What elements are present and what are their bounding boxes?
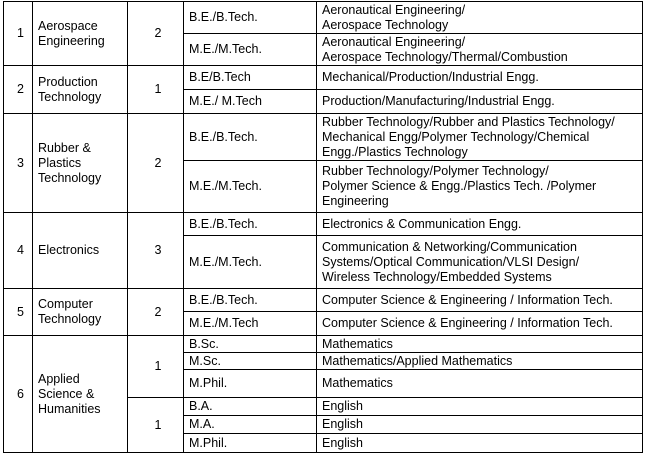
eligibility-cell: Mathematics — [317, 370, 643, 398]
degree-cell: B.Sc. — [184, 336, 317, 353]
eligibility-cell: Production/Manufacturing/Industrial Engg. — [317, 90, 643, 114]
degree-cell: B.A. — [184, 398, 317, 416]
qualification-table-wrapper — [3, 1, 643, 453]
department-name: Electronics — [33, 213, 128, 289]
degree-cell: M.E./M.Tech. — [184, 236, 317, 289]
eligibility-cell: Mechanical/Production/Industrial Engg. — [317, 66, 643, 90]
eligibility-cell: Computer Science & Engineering / Information Tech. — [317, 312, 643, 336]
table-row — [4, 213, 643, 236]
department-name: Aerospace Engineering — [33, 2, 128, 66]
serial-number: 4 — [4, 213, 33, 289]
eligibility-cell: Computer Science & Engineering / Information Tech. — [317, 289, 643, 312]
table-row — [4, 114, 643, 161]
seat-count: 2 — [128, 114, 184, 213]
eligibility-cell: Rubber Technology/Rubber and Plastics Technology/ Mechanical Engg/Polymer Technology/Chemical Engg./Plastics Technology — [317, 114, 643, 161]
eligibility-cell: Mathematics — [317, 336, 643, 353]
serial-number: 3 — [4, 114, 33, 213]
degree-cell: M.Phil. — [184, 370, 317, 398]
eligibility-cell: Rubber Technology/Polymer Technology/ Polymer Science & Engg./Plastics Tech. /Polymer Engineering — [317, 161, 643, 213]
degree-cell: M.E./M.Tech. — [184, 161, 317, 213]
eligibility-cell: Communication & Networking/Communication Systems/Optical Communication/VLSI Design/ Wireless Technology/Embedded Systems — [317, 236, 643, 289]
degree-cell: M.E./M.Tech. — [184, 34, 317, 66]
eligibility-cell: English — [317, 416, 643, 434]
department-name: Production Technology — [33, 66, 128, 114]
eligibility-cell: Electronics & Communication Engg. — [317, 213, 643, 236]
degree-cell: B.E./B.Tech. — [184, 114, 317, 161]
degree-cell: B.E./B.Tech. — [184, 2, 317, 34]
serial-number: 2 — [4, 66, 33, 114]
serial-number: 6 — [4, 336, 33, 453]
table-row — [4, 66, 643, 90]
degree-cell: M.E./ M.Tech — [184, 90, 317, 114]
degree-cell: B.E./B.Tech. — [184, 213, 317, 236]
table-row — [4, 2, 643, 34]
department-name: Rubber & Plastics Technology — [33, 114, 128, 213]
eligibility-cell: Aeronautical Engineering/ Aerospace Technology — [317, 2, 643, 34]
seat-count: 1 — [128, 398, 184, 453]
department-name: Computer Technology — [33, 289, 128, 336]
seat-count: 1 — [128, 66, 184, 114]
table-row — [4, 289, 643, 312]
degree-cell: B.E/B.Tech — [184, 66, 317, 90]
table-row — [4, 336, 643, 353]
table-body — [4, 2, 643, 453]
degree-cell: M.A. — [184, 416, 317, 434]
seat-count: 1 — [128, 336, 184, 398]
department-name: Applied Science & Humanities — [33, 336, 128, 453]
seat-count: 3 — [128, 213, 184, 289]
degree-cell: M.E./M.Tech — [184, 312, 317, 336]
seat-count: 2 — [128, 2, 184, 66]
qualification-table — [3, 1, 643, 453]
degree-cell: B.E./B.Tech. — [184, 289, 317, 312]
seat-count: 2 — [128, 289, 184, 336]
eligibility-cell: Aeronautical Engineering/ Aerospace Technology/Thermal/Combustion — [317, 34, 643, 66]
eligibility-cell: English — [317, 434, 643, 453]
degree-cell: M.Sc. — [184, 353, 317, 370]
degree-cell: M.Phil. — [184, 434, 317, 453]
serial-number: 5 — [4, 289, 33, 336]
eligibility-cell: English — [317, 398, 643, 416]
eligibility-cell: Mathematics/Applied Mathematics — [317, 353, 643, 370]
serial-number: 1 — [4, 2, 33, 66]
